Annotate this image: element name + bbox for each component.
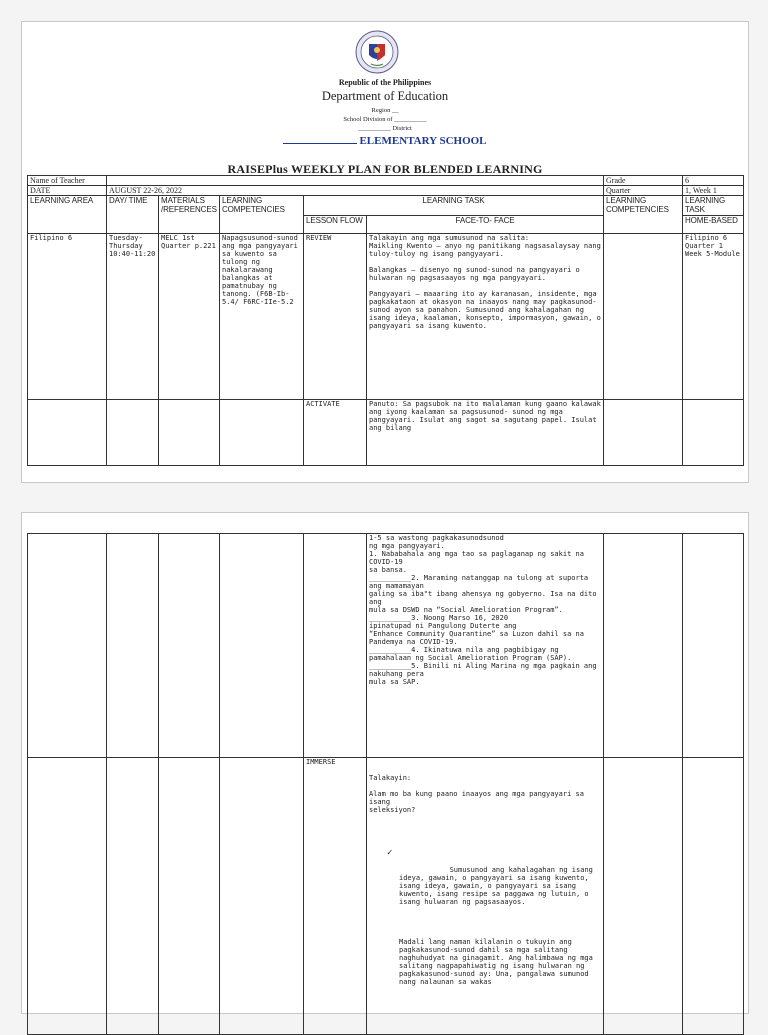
empty-cell bbox=[28, 758, 107, 1035]
flow-review: REVIEW bbox=[304, 234, 367, 400]
quarter-value: 1, Week 1 bbox=[683, 186, 744, 196]
col-day-time: DAY/ TIME bbox=[107, 196, 159, 234]
teacher-label: Name of Teacher bbox=[28, 176, 107, 186]
date-label: DATE bbox=[28, 186, 107, 196]
competency-2-cell bbox=[604, 234, 683, 400]
competency-cell: Napagsusunod-sunod ang mga pangyayari sa kuwento sa tulong ng nakalarawang balangkas at pamatnubay ng tanong. (F6B-Ib-5.4/ F6RC-IIe-5.2 bbox=[220, 234, 304, 400]
day-time-cell: Tuesday-Thursday 10:40-11:20 bbox=[107, 234, 159, 400]
empty-cell bbox=[107, 534, 159, 758]
document-page-2 bbox=[21, 512, 749, 1014]
col-learning-task: LEARNING TASK bbox=[304, 196, 604, 216]
col-competencies: LEARNING COMPETENCIES bbox=[220, 196, 304, 234]
empty-cell bbox=[683, 400, 744, 466]
col-lesson-flow: LESSON FLOW bbox=[304, 216, 367, 234]
immerse-content bbox=[367, 758, 604, 1035]
empty-cell bbox=[683, 758, 744, 1035]
empty-cell bbox=[159, 758, 220, 1035]
empty-cell bbox=[28, 534, 107, 758]
flow-activate: ACTIVATE bbox=[304, 400, 367, 466]
plan-table bbox=[27, 175, 744, 466]
col-materials: MATERIALS /REFERENCES bbox=[159, 196, 220, 234]
immerse-bullet: Sumusunod ang kahalagahan ng isang ideya, gawain, o pangyayari sa isang kuwento, isang ideya, gawain, o pangyayari sa isang kuwento, isang resipe sa paggawa ng lutuin, o isang hulwaran ng pagsasaayos. bbox=[399, 866, 598, 906]
empty-cell bbox=[604, 534, 683, 758]
empty-cell bbox=[220, 758, 304, 1035]
deped-seal-icon bbox=[355, 30, 399, 74]
learning-area-cell: Filipino 6 bbox=[28, 234, 107, 400]
empty-cell bbox=[604, 758, 683, 1035]
list-item bbox=[387, 850, 601, 1002]
school-name bbox=[22, 135, 748, 147]
date-value: AUGUST 22-26, 2022 bbox=[107, 186, 604, 196]
empty-cell bbox=[107, 400, 159, 466]
empty-cell bbox=[28, 400, 107, 466]
district-line: __________ District bbox=[358, 125, 412, 132]
department-name: Department of Education bbox=[321, 89, 449, 103]
empty-cell bbox=[107, 758, 159, 1035]
empty-cell bbox=[159, 534, 220, 758]
col-competencies-2: LEARNING COMPETENCIES bbox=[604, 196, 683, 234]
empty-cell bbox=[159, 400, 220, 466]
empty-cell bbox=[604, 400, 683, 466]
document-title: RAISEPlus WEEKLY PLAN FOR BLENDED LEARNING bbox=[227, 162, 543, 176]
immerse-list bbox=[369, 834, 601, 1018]
col-face-to-face: FACE-TO- FACE bbox=[367, 216, 604, 234]
home-based-cell: Filipino 6 Quarter 1 Week 5-Module bbox=[683, 234, 744, 400]
empty-cell bbox=[220, 534, 304, 758]
grade-value: 6 bbox=[683, 176, 744, 186]
flow-immerse: IMMERSE bbox=[304, 758, 367, 1035]
school-label: ELEMENTARY SCHOOL bbox=[359, 135, 487, 147]
document-page-1 bbox=[21, 21, 749, 483]
quarter-label: Quarter bbox=[604, 186, 683, 196]
empty-cell bbox=[220, 400, 304, 466]
materials-cell: MELC 1st Quarter p.221 bbox=[159, 234, 220, 400]
empty-cell bbox=[304, 534, 367, 758]
col-learning-task-2: LEARNING TASK bbox=[683, 196, 744, 216]
immerse-intro: Talakayin: Alam mo ba kung paano inaayos ang mga pangyayari sa isang seleksiyon? bbox=[369, 774, 584, 814]
division-line: School Division of __________ bbox=[343, 116, 427, 123]
immerse-paragraph: Madali lang naman kilalanin o tukuyin ang pagkakasunod-sunod dahil sa mga salitang naghuhudyat na ginagamit. Ang halimbawa ng mga salitang nagpapahiwatig ng isang hulwaran ng pagkakasunod-sunod ay: Una, pangalawa sumunod nang nalaunan sa wakas bbox=[399, 938, 598, 986]
region-line: Region __ bbox=[371, 107, 399, 114]
review-content: Talakayin ang mga sumusunod na salita: Maikling Kwento – anyo ng panitikang nagsasalaysay nang tuloy-tuloy ng isang pangyayari. Balangkas – disenyo ng sunod-sunod na pangyayari o hulwaran ng pagsasaayos ng mga pangyayari. Pangyayari – maaaring ito ay karanasan, insidente, mga pagkakataon at okasyon na inaayos nang may pagkasunod-sunod ayon sa panahon. Sumusunod ang kahalagahan ng isang ideya, kaalaman, konsepto, impormasyon, gawain, o pangyayari sa isang kuwento. bbox=[367, 234, 604, 400]
grade-label: Grade bbox=[604, 176, 683, 186]
empty-cell bbox=[683, 534, 744, 758]
col-home-based: HOME-BASED bbox=[683, 216, 744, 234]
checkmark-icon: ✓ bbox=[387, 848, 393, 858]
activate-items: 1-5 sa wastong pagkakasunodsunod ng mga pangyayari. 1. Nababahala ang mga tao sa paglaganap ng sakit na COVID-19 sa bansa. __________2. Maraming natanggap na tulong at suporta ang mamamayan galing sa iba"t ibang ahensya ng gobyerno. Isa na dito ang mula sa DSWD na “Social Amelioration Program”. __________3. Noong Marso 16, 2020 ipinatupad ni Pangulong Duterte ang “Enhance Community Quarantine” sa Luzon dahil sa na Pandemya na COVID-19. __________4. Ikinatuwa nila ang pagbibigay ng pamahalaan ng Social Amelioration Program (SAP). __________5. Binili ni Aling Marina ng mga pagkain ang nakuhang pera mula sa SAP. bbox=[367, 534, 604, 758]
republic-line: Republic of the Philippines bbox=[338, 78, 432, 87]
activate-content: Panuto: Sa pagsubok na ito malalaman kung gaano kalawak ang iyong kaalaman sa pagsusunod- sunod ng mga pangyayari. Isulat ang sagot sa sagutang papel. Isulat ang bilang bbox=[367, 400, 604, 466]
col-learning-area: LEARNING AREA bbox=[28, 196, 107, 234]
teacher-value bbox=[107, 176, 604, 186]
plan-table-continued bbox=[27, 533, 744, 1035]
